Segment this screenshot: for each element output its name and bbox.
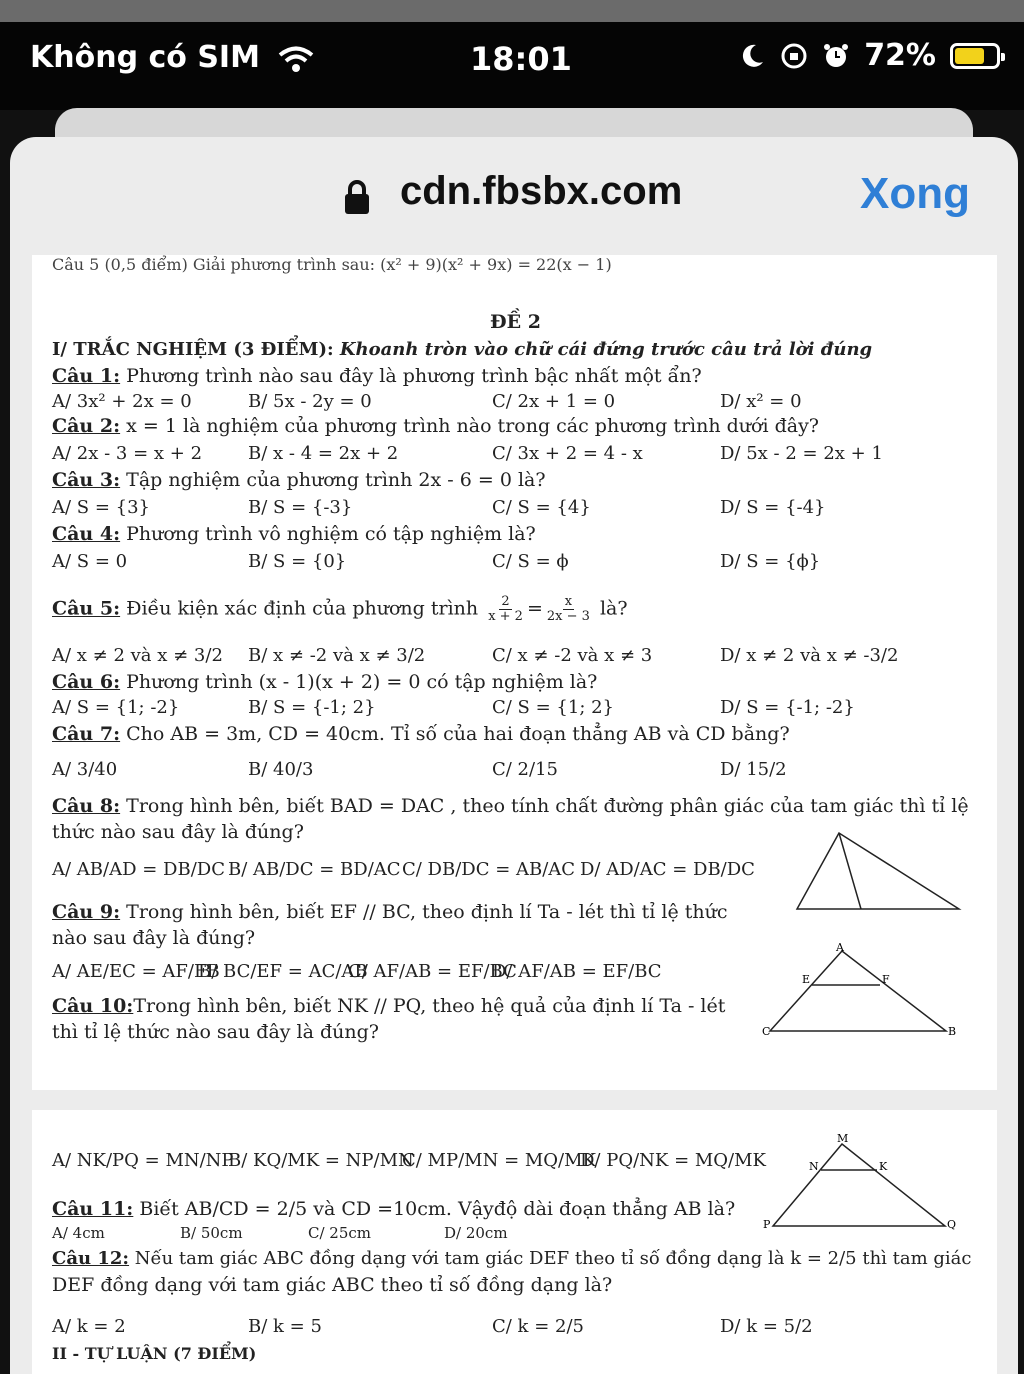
section1-label: I/ TRẮC NGHIỆM (3 ĐIỂM): bbox=[52, 339, 334, 360]
exam-title: ĐỀ 2 bbox=[490, 311, 541, 333]
q10-option-c[interactable]: C/ MP/MN = MQ/MK bbox=[402, 1150, 597, 1171]
q5-option-a[interactable]: A/ x ≠ 2 và x ≠ 3/2 bbox=[52, 645, 223, 666]
q8-text-2: thức nào sau đây là đúng? bbox=[52, 821, 304, 843]
triangle-bisector-figure bbox=[787, 825, 967, 915]
label-c: C bbox=[762, 1025, 771, 1038]
q5-text: Điều kiện xác định của phương trình bbox=[120, 597, 479, 620]
section1-heading bbox=[52, 339, 872, 360]
q2-label: Câu 2: bbox=[52, 415, 121, 437]
q5-label: Câu 5: bbox=[52, 597, 121, 620]
q4-option-d[interactable]: D/ S = {ϕ} bbox=[720, 551, 821, 572]
q5-option-d[interactable]: D/ x ≠ 2 và x ≠ -3/2 bbox=[720, 645, 899, 666]
question-6 bbox=[52, 671, 597, 693]
question-8 bbox=[52, 795, 969, 817]
q4-option-b[interactable]: B/ S = {0} bbox=[248, 551, 347, 572]
q8-option-c[interactable]: C/ DB/DC = AB/AC bbox=[402, 859, 576, 880]
q6-option-d[interactable]: D/ S = {-1; -2} bbox=[720, 697, 855, 718]
q4-option-c[interactable]: C/ S = ϕ bbox=[492, 551, 569, 572]
q6-option-b[interactable]: B/ S = {-1; 2} bbox=[248, 697, 376, 718]
q11-option-b[interactable]: B/ 50cm bbox=[180, 1224, 243, 1242]
carrier-text: Không có SIM bbox=[30, 40, 260, 75]
moon-icon bbox=[738, 42, 766, 70]
battery-percent: 72% bbox=[864, 38, 936, 73]
q1-option-d[interactable]: D/ x² = 0 bbox=[720, 391, 802, 412]
q8-label: Câu 8: bbox=[52, 795, 121, 817]
q3-text: Tập nghiệm của phương trình 2x - 6 = 0 là? bbox=[120, 469, 546, 491]
q7-option-b[interactable]: B/ 40/3 bbox=[248, 759, 314, 780]
q8-option-d[interactable]: D/ AD/AC = DB/DC bbox=[580, 859, 755, 880]
q10-option-a[interactable]: A/ NK/PQ = MN/NP bbox=[52, 1150, 234, 1171]
q7-text: Cho AB = 3m, CD = 40cm. Tỉ số của hai đoạn thẳng AB và CD bằng? bbox=[120, 723, 790, 745]
q5-num-2: x bbox=[564, 594, 573, 609]
q11-option-c[interactable]: C/ 25cm bbox=[308, 1224, 372, 1242]
question-12 bbox=[52, 1248, 972, 1269]
status-icons bbox=[738, 38, 1000, 73]
q5-den-1: x + 2 bbox=[488, 609, 523, 624]
alarm-icon bbox=[822, 42, 850, 70]
q12-label: Câu 12: bbox=[52, 1248, 130, 1269]
q3-option-d[interactable]: D/ S = {-4} bbox=[720, 497, 826, 518]
q5-option-c[interactable]: C/ x ≠ -2 và x ≠ 3 bbox=[492, 645, 653, 666]
q3-option-a[interactable]: A/ S = {3} bbox=[52, 497, 150, 518]
q8-option-b[interactable]: B/ AB/DC = BD/AC bbox=[228, 859, 401, 880]
q7-option-d[interactable]: D/ 15/2 bbox=[720, 759, 787, 780]
question-11 bbox=[52, 1198, 735, 1220]
battery-icon bbox=[950, 43, 1000, 69]
question-4 bbox=[52, 523, 536, 545]
label-k: K bbox=[879, 1160, 888, 1173]
q4-text: Phương trình vô nghiệm có tập nghiệm là? bbox=[120, 523, 536, 545]
q10-text: Trong hình bên, biết NK // PQ, theo hệ quả của định lí Ta - lét bbox=[133, 995, 726, 1017]
q6-option-c[interactable]: C/ S = {1; 2} bbox=[492, 697, 615, 718]
q6-option-a[interactable]: A/ S = {1; -2} bbox=[52, 697, 180, 718]
question-5: Câu 5: Điều kiện xác định của phương trình $\frac{2}{x + 2}$ = $\frac{x}{2x - 3}$ là? bbox=[52, 594, 628, 624]
q2-option-c[interactable]: C/ 3x + 2 = 4 - x bbox=[492, 443, 643, 464]
q9-text-2: nào sau đây là đúng? bbox=[52, 927, 256, 949]
label-f: F bbox=[882, 973, 890, 986]
top-edge bbox=[0, 0, 1024, 22]
q11-option-d[interactable]: D/ 20cm bbox=[444, 1224, 508, 1242]
q2-option-d[interactable]: D/ 5x - 2 = 2x + 1 bbox=[720, 443, 883, 464]
prev-question: Câu 5 (0,5 điểm) Giải phương trình sau: (x² + 9)(x² + 9x) = 22(x − 1) bbox=[52, 255, 612, 274]
q1-option-b[interactable]: B/ 5x - 2y = 0 bbox=[248, 391, 372, 412]
q12-text: Nếu tam giác ABC đồng dạng với tam giác DEF theo tỉ số đồng dạng là k = 2/5 thì tam giác bbox=[129, 1248, 972, 1269]
carrier-label bbox=[30, 40, 316, 75]
q12-option-a[interactable]: A/ k = 2 bbox=[52, 1316, 126, 1337]
q10-option-d[interactable]: D/ PQ/NK = MQ/MK bbox=[580, 1150, 767, 1171]
q9-text: Trong hình bên, biết EF // BC, theo định lí Ta - lét thì tỉ lệ thức bbox=[120, 901, 728, 923]
q2-text: x = 1 là nghiệm của phương trình nào trong các phương trình dưới đây? bbox=[120, 415, 819, 437]
q4-label: Câu 4: bbox=[52, 523, 121, 545]
q5-fraction-1 bbox=[486, 595, 525, 624]
label-n: N bbox=[809, 1160, 819, 1173]
url-bar bbox=[10, 137, 1018, 257]
question-1 bbox=[52, 365, 702, 387]
q10-option-b[interactable]: B/ KQ/MK = NP/MN bbox=[228, 1150, 414, 1171]
label-b: B bbox=[948, 1025, 957, 1038]
q12-option-c[interactable]: C/ k = 2/5 bbox=[492, 1316, 584, 1337]
q5-den-2: 2x − 3 bbox=[546, 609, 590, 624]
url-text[interactable]: cdn.fbsbx.com bbox=[400, 169, 683, 213]
q12-option-d[interactable]: D/ k = 5/2 bbox=[720, 1316, 813, 1337]
q8-option-a[interactable]: A/ AB/AD = DB/DC bbox=[52, 859, 225, 880]
q3-option-b[interactable]: B/ S = {-3} bbox=[248, 497, 353, 518]
q5-num-1: 2 bbox=[501, 594, 510, 609]
q5-tail: là? bbox=[593, 597, 628, 620]
q4-option-a[interactable]: A/ S = 0 bbox=[52, 551, 128, 572]
q10-text-2: thì tỉ lệ thức nào sau đây là đúng? bbox=[52, 1021, 379, 1043]
q7-option-c[interactable]: C/ 2/15 bbox=[492, 759, 558, 780]
q7-option-a[interactable]: A/ 3/40 bbox=[52, 759, 118, 780]
question-2 bbox=[52, 415, 819, 437]
document-page-2 bbox=[32, 1110, 997, 1374]
q1-option-a[interactable]: A/ 3x² + 2x = 0 bbox=[52, 391, 192, 412]
triangle-parallel-figure bbox=[762, 943, 962, 1043]
q12-option-b[interactable]: B/ k = 5 bbox=[248, 1316, 322, 1337]
q2-option-a[interactable]: A/ 2x - 3 = x + 2 bbox=[52, 443, 203, 464]
q1-label: Câu 1: bbox=[52, 365, 121, 387]
status-bar bbox=[0, 22, 1024, 110]
section2-heading: II - TỰ LUẬN (7 ĐIỂM) bbox=[52, 1344, 257, 1363]
q10-label: Câu 10: bbox=[52, 995, 134, 1017]
q5-fraction-2 bbox=[545, 595, 592, 624]
q12-text-2: DEF đồng dạng với tam giác ABC theo tỉ số đồng dạng là? bbox=[52, 1274, 613, 1296]
orientation-lock-icon bbox=[780, 42, 808, 70]
question-9 bbox=[52, 901, 728, 923]
question-3 bbox=[52, 469, 546, 491]
question-7 bbox=[52, 723, 790, 745]
label-m: M bbox=[837, 1132, 849, 1145]
q9-option-a[interactable]: A/ AE/EC = AF/FB bbox=[52, 961, 220, 982]
q1-text: Phương trình nào sau đây là phương trình bậc nhất một ẩn? bbox=[120, 365, 702, 387]
q8-text: Trong hình bên, biết BAD = DAC , theo tính chất đường phân giác của tam giác thì tỉ lệ bbox=[120, 795, 969, 817]
q9-label: Câu 9: bbox=[52, 901, 121, 923]
q2-option-b[interactable]: B/ x - 4 = 2x + 2 bbox=[248, 443, 399, 464]
q3-label: Câu 3: bbox=[52, 469, 121, 491]
question-10 bbox=[52, 995, 725, 1017]
label-e: E bbox=[802, 973, 811, 986]
q9-option-d[interactable]: D/ AF/AB = EF/BC bbox=[492, 961, 662, 982]
q11-option-a[interactable]: A/ 4cm bbox=[52, 1224, 105, 1242]
q9-option-c[interactable]: C/ AF/AB = EF/BC bbox=[348, 961, 517, 982]
q11-label: Câu 11: bbox=[52, 1198, 134, 1220]
wifi-icon bbox=[276, 44, 316, 74]
label-p: P bbox=[763, 1218, 771, 1231]
q6-label: Câu 6: bbox=[52, 671, 121, 693]
q1-option-c[interactable]: C/ 2x + 1 = 0 bbox=[492, 391, 616, 412]
label-q: Q bbox=[947, 1218, 957, 1231]
q6-text: Phương trình (x - 1)(x + 2) = 0 có tập nghiệm là? bbox=[120, 671, 598, 693]
document-page-1 bbox=[32, 255, 997, 1090]
section1-instruction: Khoanh tròn vào chữ cái đứng trước câu trả lời đúng bbox=[333, 339, 873, 360]
label-a: A bbox=[836, 943, 844, 954]
q11-text: Biết AB/CD = 2/5 và CD =10cm. Vậyđộ dài đoạn thẳng AB là? bbox=[133, 1198, 736, 1220]
battery-fill bbox=[955, 48, 984, 64]
clock: 18:01 bbox=[470, 40, 572, 78]
done-button[interactable]: Xong bbox=[860, 169, 970, 218]
q7-label: Câu 7: bbox=[52, 723, 121, 745]
lock-icon bbox=[342, 179, 372, 215]
q3-option-c[interactable]: C/ S = {4} bbox=[492, 497, 591, 518]
q5-option-b[interactable]: B/ x ≠ -2 và x ≠ 3/2 bbox=[248, 645, 426, 666]
triangle-mnk-figure bbox=[757, 1132, 967, 1242]
q9-option-b[interactable]: B/ BC/EF = AC/AB bbox=[198, 961, 368, 982]
